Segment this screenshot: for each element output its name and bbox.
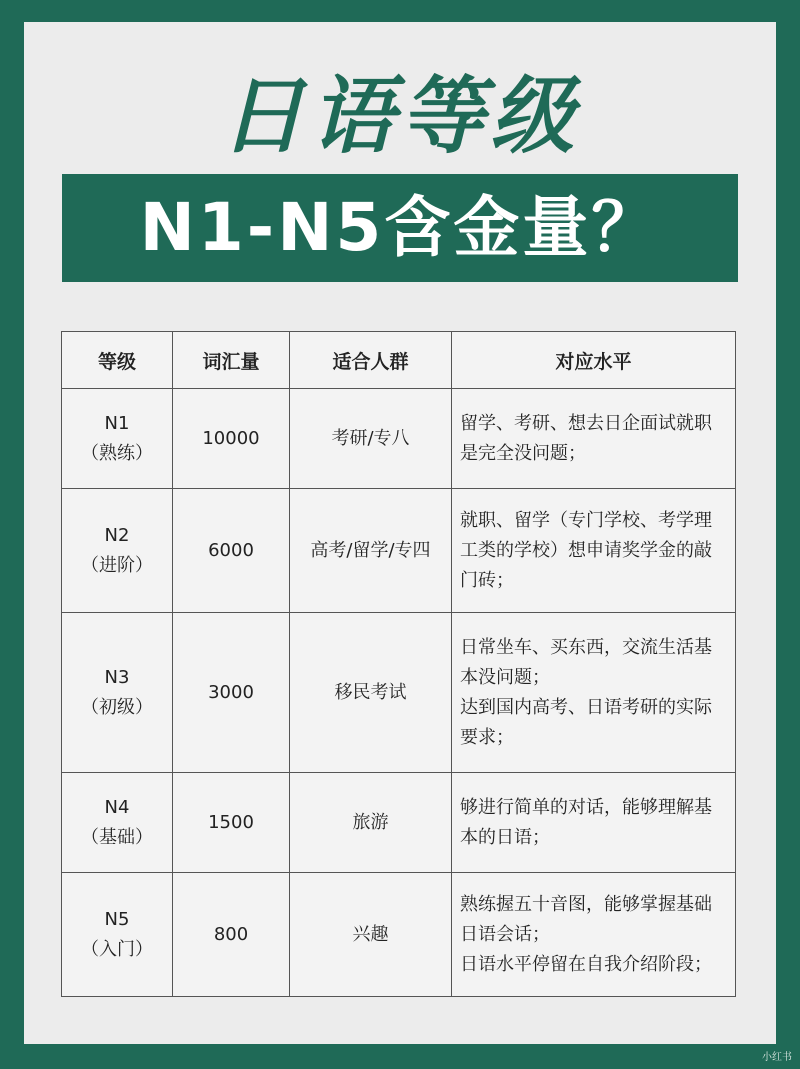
description-line: 工类的学校）想申请奖学金的敲 xyxy=(460,539,712,561)
level-cell xyxy=(62,773,173,873)
table-row xyxy=(62,773,736,873)
description-line: 本的日语； xyxy=(460,826,550,848)
level-label: （进阶） xyxy=(81,554,153,576)
description-cell xyxy=(452,389,736,489)
description-line: 够进行简单的对话，能够理解基 xyxy=(460,796,712,818)
audience-cell: 高考/留学/专四 xyxy=(290,489,452,613)
level-cell xyxy=(62,489,173,613)
header-audience: 适合人群 xyxy=(290,332,452,389)
description-line: 要求； xyxy=(460,726,514,748)
description-cell xyxy=(452,873,736,997)
audience-cell: 考研/专八 xyxy=(290,389,452,489)
level-code: N2 xyxy=(104,524,130,546)
level-cell xyxy=(62,389,173,489)
header-vocab: 词汇量 xyxy=(173,332,290,389)
description-line: 日语水平停留在自我介绍阶段； xyxy=(460,953,712,975)
level-label: （基础） xyxy=(81,826,153,848)
table-row xyxy=(62,873,736,997)
description-line: 熟练握五十音图，能够掌握基础 xyxy=(460,893,712,915)
level-label: （熟练） xyxy=(81,442,153,464)
header-level: 等级 xyxy=(62,332,173,389)
vocab-cell: 10000 xyxy=(173,389,290,489)
content-card xyxy=(24,22,776,1044)
vocab-cell: 6000 xyxy=(173,489,290,613)
vocab-cell: 1500 xyxy=(173,773,290,873)
vocab-cell: 800 xyxy=(173,873,290,997)
description-cell xyxy=(452,773,736,873)
level-table xyxy=(61,331,736,997)
level-cell xyxy=(62,613,173,773)
audience-cell: 移民考试 xyxy=(290,613,452,773)
table-row xyxy=(62,613,736,773)
description-line: 门砖； xyxy=(460,569,514,591)
page-title: 日语等级 xyxy=(219,67,580,165)
header-description: 对应水平 xyxy=(452,332,736,389)
description-line: 就职、留学（专门学校、考学理 xyxy=(460,509,712,531)
subtitle-banner: N1-N5含金量？ xyxy=(62,174,738,282)
audience-cell: 兴趣 xyxy=(290,873,452,997)
description-line: 日语会话； xyxy=(460,923,550,945)
level-cell xyxy=(62,873,173,997)
level-code: N3 xyxy=(104,666,130,688)
table-row xyxy=(62,489,736,613)
description-line: 是完全没问题； xyxy=(460,442,586,464)
description-line: 本没问题； xyxy=(460,666,550,688)
level-code: N1 xyxy=(104,412,130,434)
description-line: 留学、考研、想去日企面试就职 xyxy=(460,412,712,434)
description-cell xyxy=(452,489,736,613)
level-label: （初级） xyxy=(81,696,153,718)
table-row xyxy=(62,389,736,489)
level-code: N4 xyxy=(104,796,130,818)
level-code: N5 xyxy=(104,908,130,930)
table-header-row xyxy=(62,332,736,389)
audience-cell: 旅游 xyxy=(290,773,452,873)
description-line: 日常坐车、买东西，交流生活基 xyxy=(460,636,712,658)
description-line: 达到国内高考、日语考研的实际 xyxy=(460,696,712,718)
level-label: （入门） xyxy=(81,938,153,960)
watermark: 小红书 xyxy=(762,1052,792,1063)
vocab-cell: 3000 xyxy=(173,613,290,773)
description-cell xyxy=(452,613,736,773)
